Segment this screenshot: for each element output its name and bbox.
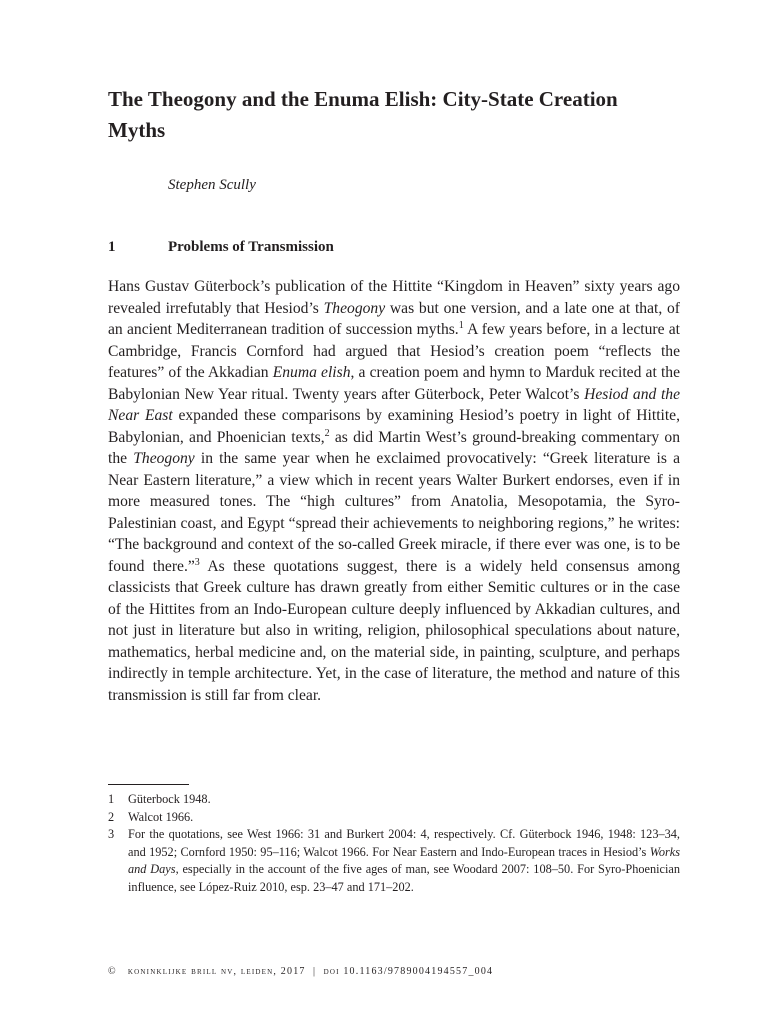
body-text: as did Martin West’s ground-breaking commentary on the [108,428,681,467]
italic-title: Hesiod and the Near East [108,385,680,424]
footer-separator: | [313,966,317,977]
publisher-line: koninklijke brill nv, leiden, 2017 [127,966,306,977]
footnote-item [108,791,680,809]
footnotes-list [108,791,680,896]
footnote-number: 3 [108,827,115,841]
article-title: The Theogony and the Enuma Elish: City-State Creation Myths [108,87,618,142]
footnote-number: 1 [108,792,115,806]
section-title: Problems of Transmission [168,239,334,255]
body-text: in the same year when he exclaimed provocatively: “Greek literature is a Near Eastern literature,” a view which in recent years Walter Burkert endorses, even if in more measured tones. The “high cultures” from Anatolia, Mesopotamia, the Syro-Palestinian coast, and Egypt “spread their achievements to neighboring regions,” he writes: “The background and context of the so-called Greek miracle, if there ever was one, is to be found there.” [108,450,680,575]
footnote-ref-1[interactable]: 1 [458,320,464,331]
footnote-text: Güterbock 1948. [128,792,211,806]
body-text: expanded these comparisons by examining Hesiod’s poetry in light of Hittite, Babylonian, and Phoenician texts, [108,407,681,446]
body-text: was but one version, and a late one at that, of an ancient Mediterranean tradition of succession myths. [108,299,680,338]
footnote-divider [108,784,189,785]
copyright-symbol: © [108,966,117,977]
footnote-text: Walcot 1966. [128,809,194,824]
body-text: Hans Gustav Güterbock’s publication of the Hittite “Kingdom in Heaven” sixty years ago revealed irrefutably that Hesiod’s [108,278,680,317]
footnote-text: For the quotations, see West 1966: 31 and Burkert 2004: 4, respectively. Cf. Güterbock 1946, 1948: 123–34, and 1952; Cornford 1950: 95–116; Walcot 1966. For Near Eastern and Indo-European traces in Hesiod’s [128,827,680,859]
italic-title: Theogony [133,450,195,467]
footnote-item [108,826,680,896]
footnote-item [108,809,680,827]
footnote-number: 2 [108,809,115,824]
body-paragraph [108,276,680,706]
footnote-italic-title: Works and Days [128,844,680,876]
footnote-ref-2[interactable]: 2 [324,427,330,439]
author-name: Stephen Scully [168,177,256,193]
footnote-text: , especially in the account of the five ages of man, see Woodard 2007: 108–50. For Syro-Phoenician influence, see López-Ruiz 2010, esp. 23–47 and 171–202. [128,862,680,894]
body-text: , a creation poem and hymn to Marduk recited at the Babylonian New Year ritual. Twenty years after Güterbock, Peter Walcot’s [108,364,681,403]
doi-link[interactable]: doi 10.1163/9789004194557_004 [323,966,494,977]
italic-title: Enuma elish [272,364,351,381]
body-text: A few years before, in a lecture at Cambridge, Francis Cornford had argued that Hesiod’s creation poem “reflects the features” of the Akkadian [108,321,680,381]
footnote-ref-3[interactable]: 3 [194,556,200,568]
section-heading [108,237,678,257]
body-text: As these quotations suggest, there is a widely held consensus among classicists that Greek culture has drawn greatly from either Semitic cultures or in the case of the Hittites from an Indo-European culture deeply influenced by Akkadian cultures, and not just in literature but also in writing, religion, philosophical speculations about nature, mathematics, herbal medicine and, on the material side, in painting, sculpture, and perhaps indirectly in temple architecture. Yet, in the case of literature, the method and nature of this transmission is still far from clear. [108,557,681,704]
page-footer [108,965,708,979]
italic-title: Theogony [323,299,386,317]
section-number: 1 [108,239,116,255]
